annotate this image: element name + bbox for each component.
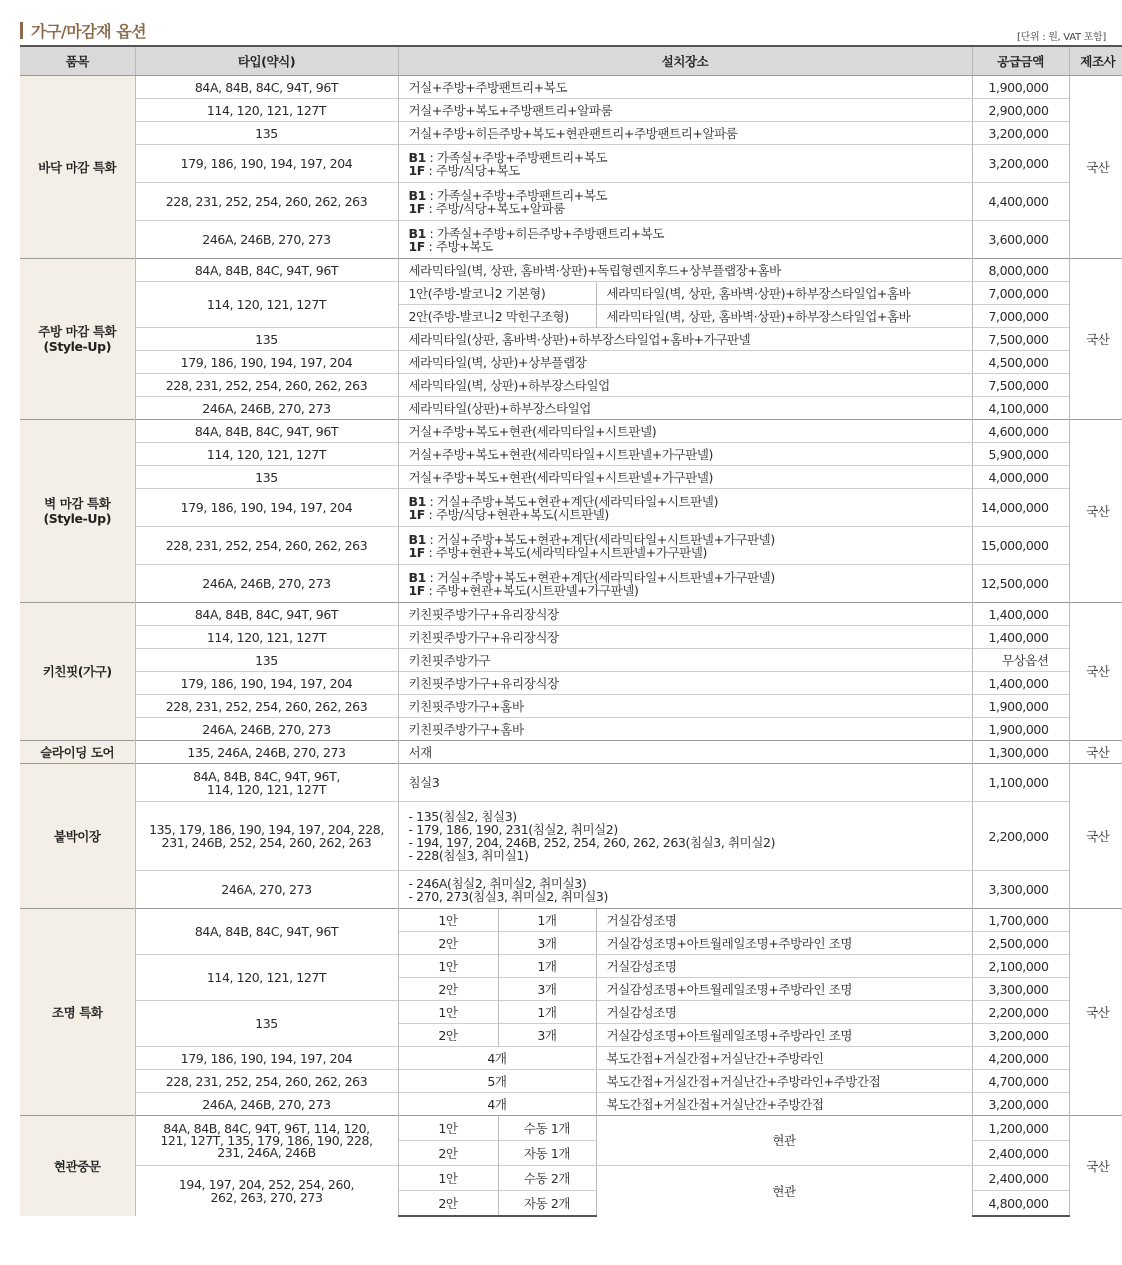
location-cell: 현관 [596,1166,972,1217]
qty-cell: 5개 [398,1070,596,1093]
option-cell: 2안 [398,932,498,955]
price-cell: 7,500,000 [972,328,1069,351]
type-cell [135,1166,398,1217]
location-cell: 거실+주방+복도+현관(세라믹타일+시트판넬+가구판넬) [398,466,972,489]
table-row [20,741,1122,764]
option-cell: 1안 [398,909,498,932]
table-row [20,1166,1122,1191]
type-cell [135,764,398,802]
location-line: : 주방/식당+복도+알파룸 [424,200,565,216]
type-cell: 246A, 246B, 270, 273 [135,565,398,603]
price-cell: 1,100,000 [972,764,1069,802]
option-cell: 2안 [398,1191,498,1217]
price-cell: 4,200,000 [972,1047,1069,1070]
floor-label: 1F [408,506,425,522]
qty-cell: 1개 [498,1001,596,1024]
location-cell: 거실감성조명 [596,955,972,978]
floor-label: B1 [408,569,426,585]
location-line: : 주방/식당+복도 [424,162,520,178]
table-row [20,221,1122,259]
location-cell: 거실감성조명 [596,909,972,932]
table-row [20,1070,1122,1093]
price-cell: 1,300,000 [972,741,1069,764]
price-cell: 3,200,000 [972,122,1069,145]
table-row [20,76,1122,99]
type-line: 114, 120, 121, 127T [206,781,327,797]
location-line: : 가족실+주방+주방팬트리+복도 [425,187,608,203]
type-cell: 135 [135,1001,398,1047]
table-row [20,183,1122,221]
location-cell [398,565,972,603]
location-cell [398,871,972,909]
location-line: - 194, 197, 204, 246B, 252, 254, 260, 262, 263(침실3, 취미실2) [408,835,776,850]
price-cell: 3,200,000 [972,1093,1069,1116]
type-line: 231, 246B, 252, 254, 260, 262, 263 [161,835,372,850]
maker-cell: 국산 [1069,741,1122,764]
table-row [20,328,1122,351]
header-maker: 제조사 [1069,46,1122,76]
location-line: - 179, 186, 190, 231(침실2, 취미실2) [408,822,618,837]
location-cell: 거실감성조명 [596,1001,972,1024]
type-line: 121, 127T, 135, 179, 186, 190, 228, [160,1132,373,1148]
price-cell: 2,900,000 [972,99,1069,122]
location-cell: 세라믹타일(상판, 홈바벽·상판)+하부장스타일업+홈바+가구판넬 [398,328,972,351]
type-cell: 179, 186, 190, 194, 197, 204 [135,672,398,695]
type-cell: 135 [135,466,398,489]
location-cell: 침실3 [398,764,972,802]
type-cell: 246A, 270, 273 [135,871,398,909]
maker-cell: 국산 [1069,909,1122,1116]
location-cell [398,802,972,871]
price-cell: 2,100,000 [972,955,1069,978]
category-line: (Style-Up) [43,339,112,354]
type-line: 231, 246A, 246B [217,1144,316,1160]
title-accent-bar [20,22,23,39]
qty-cell: 1개 [498,909,596,932]
price-cell: 2,400,000 [972,1141,1069,1166]
type-line: 262, 263, 270, 273 [210,1190,323,1205]
price-cell: 7,000,000 [972,282,1069,305]
table-header-row [20,46,1122,76]
type-cell: 114, 120, 121, 127T [135,626,398,649]
type-cell: 135 [135,649,398,672]
price-cell: 1,400,000 [972,603,1069,626]
maker-cell: 국산 [1069,76,1122,259]
location-line: - 246A(침실2, 취미실2, 취미실3) [408,875,587,891]
category-line: (Style-Up) [43,511,112,526]
table-row [20,466,1122,489]
location-cell: 거실+주방+복도+현관(세라믹타일+시트판넬+가구판넬) [398,443,972,466]
qty-cell: 4개 [398,1047,596,1070]
table-row [20,718,1122,741]
type-line: 84A, 84B, 84C, 94T, 96T, [193,768,340,784]
location-line: : 주방+현관+복도(세라믹타일+시트판넬+가구판넬) [424,544,707,560]
section-title [20,18,146,42]
price-cell: 5,900,000 [972,443,1069,466]
price-cell: 2,500,000 [972,932,1069,955]
location-cell: 세라믹타일(벽, 상판)+하부장스타일업 [398,374,972,397]
table-row [20,695,1122,718]
option-cell: 1안 [398,1116,498,1141]
type-cell: 179, 186, 190, 194, 197, 204 [135,1047,398,1070]
location-cell [398,221,972,259]
table-row [20,565,1122,603]
type-cell: 246A, 246B, 270, 273 [135,1093,398,1116]
table-row [20,955,1122,978]
qty-cell: 수동 2개 [498,1166,596,1191]
type-cell: 84A, 84B, 84C, 94T, 96T [135,420,398,443]
location-cell: 거실+주방+히든주방+복도+현관팬트리+주방팬트리+알파룸 [398,122,972,145]
table-row [20,909,1122,932]
unit-note: [단위 : 원, VAT 포함] [1017,32,1106,43]
type-cell: 84A, 84B, 84C, 94T, 96T [135,603,398,626]
location-cell: 키친핏주방가구+유리장식장 [398,672,972,695]
location-cell: 세라믹타일(벽, 상판)+상부플랩장 [398,351,972,374]
maker-cell: 국산 [1069,1116,1122,1217]
type-cell: 228, 231, 252, 254, 260, 262, 263 [135,183,398,221]
type-cell: 135 [135,328,398,351]
category-line: 주방 마감 특화 [38,324,117,339]
option-cell: 2안(주방-발코니2 막힌구조형) [398,305,596,328]
location-cell: 세라믹타일(벽, 상판, 홈바벽·상판)+하부장스타일업+홈바 [596,305,972,328]
price-cell: 1,200,000 [972,1116,1069,1141]
floor-label: B1 [408,531,426,547]
price-cell: 2,200,000 [972,802,1069,871]
option-cell: 1안 [398,1001,498,1024]
location-line: : 주방+복도 [424,238,493,254]
header-item: 품목 [20,46,135,76]
type-cell: 179, 186, 190, 194, 197, 204 [135,145,398,183]
type-cell: 228, 231, 252, 254, 260, 262, 263 [135,695,398,718]
price-cell: 4,100,000 [972,397,1069,420]
location-cell: 세라믹타일(벽, 상판, 홈바벽·상판)+하부장스타일업+홈바 [596,282,972,305]
table-row [20,527,1122,565]
type-cell: 84A, 84B, 84C, 94T, 96T [135,76,398,99]
price-cell: 8,000,000 [972,259,1069,282]
location-line: : 주방/식당+현관+복도(시트판넬) [424,506,609,522]
table-row [20,764,1122,802]
location-cell [398,489,972,527]
floor-label: 1F [408,200,425,216]
table-row [20,802,1122,871]
option-cell: 1안 [398,955,498,978]
type-cell: 114, 120, 121, 127T [135,99,398,122]
type-line: 194, 197, 204, 252, 254, 260, [178,1177,355,1192]
type-cell: 179, 186, 190, 194, 197, 204 [135,489,398,527]
location-cell: 키친핏주방가구+홈바 [398,718,972,741]
price-cell: 3,200,000 [972,1024,1069,1047]
table-row [20,489,1122,527]
category-sliding: 슬라이딩 도어 [20,741,135,764]
category-wall [20,420,135,603]
floor-label: B1 [408,187,426,203]
table-row [20,420,1122,443]
price-cell: 1,900,000 [972,695,1069,718]
category-line: 벽 마감 특화 [44,496,111,511]
type-cell: 228, 231, 252, 254, 260, 262, 263 [135,1070,398,1093]
type-cell: 246A, 246B, 270, 273 [135,397,398,420]
floor-label: 1F [408,582,425,598]
location-cell: 서재 [398,741,972,764]
price-cell: 1,700,000 [972,909,1069,932]
maker-cell: 국산 [1069,259,1122,420]
price-cell: 2,400,000 [972,1166,1069,1191]
category-entrance: 현관중문 [20,1116,135,1217]
maker-cell: 국산 [1069,764,1122,909]
table-row [20,1001,1122,1024]
category-floor: 바닥 마감 특화 [20,76,135,259]
location-line: - 270, 273(침실3, 취미실2, 취미실3) [408,888,608,904]
header-type: 타입(약식) [135,46,398,76]
floor-label: 1F [408,238,425,254]
price-cell: 3,300,000 [972,871,1069,909]
qty-cell: 1개 [498,955,596,978]
option-cell: 2안 [398,978,498,1001]
floor-label: 1F [408,162,425,178]
type-cell: 114, 120, 121, 127T [135,443,398,466]
table-row [20,282,1122,305]
title-text: 가구/마감재 옵션 [31,21,147,41]
price-cell: 1,900,000 [972,76,1069,99]
price-cell: 3,600,000 [972,221,1069,259]
price-cell: 15,000,000 [972,527,1069,565]
type-cell [135,802,398,871]
price-cell: 4,600,000 [972,420,1069,443]
location-cell [398,145,972,183]
floor-label: B1 [408,225,426,241]
type-cell: 228, 231, 252, 254, 260, 262, 263 [135,527,398,565]
location-cell: 현관 [596,1116,972,1166]
type-cell: 246A, 246B, 270, 273 [135,221,398,259]
option-cell: 1안(주방-발코니2 기본형) [398,282,596,305]
table-row [20,1047,1122,1070]
table-row [20,374,1122,397]
table-row [20,99,1122,122]
price-cell: 3,300,000 [972,978,1069,1001]
type-line: 135, 179, 186, 190, 194, 197, 204, 228, [149,822,384,837]
location-cell: 세라믹타일(상판)+하부장스타일업 [398,397,972,420]
category-closet: 붙박이장 [20,764,135,909]
price-cell: 14,000,000 [972,489,1069,527]
option-cell: 2안 [398,1141,498,1166]
price-cell: 4,800,000 [972,1191,1069,1217]
qty-cell: 수동 1개 [498,1116,596,1141]
price-cell: 3,200,000 [972,145,1069,183]
type-cell: 114, 120, 121, 127T [135,282,398,328]
qty-cell: 3개 [498,978,596,1001]
price-cell: 4,000,000 [972,466,1069,489]
price-cell: 무상옵션 [972,649,1069,672]
location-cell: 키친핏주방가구+홈바 [398,695,972,718]
qty-cell: 자동 2개 [498,1191,596,1217]
option-cell: 1안 [398,1166,498,1191]
location-line: : 거실+주방+복도+현관+계단(세라믹타일+시트판넬+가구판넬) [425,569,775,585]
price-cell: 7,500,000 [972,374,1069,397]
price-cell: 2,200,000 [972,1001,1069,1024]
qty-cell: 3개 [498,932,596,955]
price-cell: 1,400,000 [972,672,1069,695]
table-row [20,259,1122,282]
table-row [20,122,1122,145]
header-location: 설치장소 [398,46,972,76]
type-cell: 135, 246A, 246B, 270, 273 [135,741,398,764]
type-cell: 179, 186, 190, 194, 197, 204 [135,351,398,374]
location-cell: 거실감성조명+아트월레일조명+주방라인 조명 [596,978,972,1001]
table-row [20,145,1122,183]
type-cell: 84A, 84B, 84C, 94T, 96T [135,909,398,955]
type-cell: 228, 231, 252, 254, 260, 262, 263 [135,374,398,397]
location-line: : 가족실+주방+히든주방+주방팬트리+복도 [425,225,664,241]
table-row [20,397,1122,420]
location-cell [398,183,972,221]
table-row [20,626,1122,649]
floor-label: 1F [408,544,425,560]
price-cell: 1,900,000 [972,718,1069,741]
price-cell: 1,400,000 [972,626,1069,649]
price-cell: 4,400,000 [972,183,1069,221]
location-cell: 키친핏주방가구+유리장식장 [398,626,972,649]
location-cell [398,527,972,565]
type-cell: 246A, 246B, 270, 273 [135,718,398,741]
category-kitchenfit: 키친핏(가구) [20,603,135,741]
location-cell: 거실+주방+복도+주방팬트리+알파룸 [398,99,972,122]
qty-cell: 자동 1개 [498,1141,596,1166]
price-cell: 4,500,000 [972,351,1069,374]
table-row [20,672,1122,695]
location-line: : 거실+주방+복도+현관+계단(세라믹타일+시트판넬) [425,493,719,509]
location-line: : 가족실+주방+주방팬트리+복도 [425,149,608,165]
location-cell: 키친핏주방가구 [398,649,972,672]
location-cell: 거실감성조명+아트월레일조명+주방라인 조명 [596,932,972,955]
table-row [20,603,1122,626]
location-line: - 228(침실3, 취미실1) [408,848,529,863]
table-row [20,1116,1122,1141]
type-cell: 84A, 84B, 84C, 94T, 96T [135,259,398,282]
price-cell: 4,700,000 [972,1070,1069,1093]
floor-label: B1 [408,493,426,509]
location-cell: 복도간접+거실간접+거실난간+주방라인+주방간접 [596,1070,972,1093]
table-row [20,649,1122,672]
type-cell [135,1116,398,1166]
table-row [20,1093,1122,1116]
table-row [20,443,1122,466]
location-cell: 복도간접+거실간접+거실난간+주방간접 [596,1093,972,1116]
location-cell: 키친핏주방가구+유리장식장 [398,603,972,626]
location-line: : 주방+현관+복도(시트판넬+가구판넬) [424,582,639,598]
type-line: 84A, 84B, 84C, 94T, 96T, 114, 120, [163,1120,370,1136]
floor-label: B1 [408,149,426,165]
location-cell: 세라믹타일(벽, 상판, 홈바벽·상판)+독립형렌지후드+상부플랩장+홈바 [398,259,972,282]
location-line: : 거실+주방+복도+현관+계단(세라믹타일+시트판넬+가구판넬) [425,531,775,547]
qty-cell: 4개 [398,1093,596,1116]
qty-cell: 3개 [498,1024,596,1047]
price-cell: 12,500,000 [972,565,1069,603]
location-cell: 복도간접+거실간접+거실난간+주방라인 [596,1047,972,1070]
table-row [20,871,1122,909]
type-cell: 114, 120, 121, 127T [135,955,398,1001]
location-cell: 거실+주방+복도+현관(세라믹타일+시트판넬) [398,420,972,443]
price-cell: 7,000,000 [972,305,1069,328]
options-table [20,45,1122,1217]
type-cell: 135 [135,122,398,145]
category-lighting: 조명 특화 [20,909,135,1116]
maker-cell: 국산 [1069,603,1122,741]
header-price: 공급금액 [972,46,1069,76]
category-kitchen [20,259,135,420]
option-cell: 2안 [398,1024,498,1047]
location-cell: 거실감성조명+아트월레일조명+주방라인 조명 [596,1024,972,1047]
location-line: - 135(침실2, 침실3) [408,809,517,824]
maker-cell: 국산 [1069,420,1122,603]
table-row [20,351,1122,374]
location-cell: 거실+주방+주방팬트리+복도 [398,76,972,99]
